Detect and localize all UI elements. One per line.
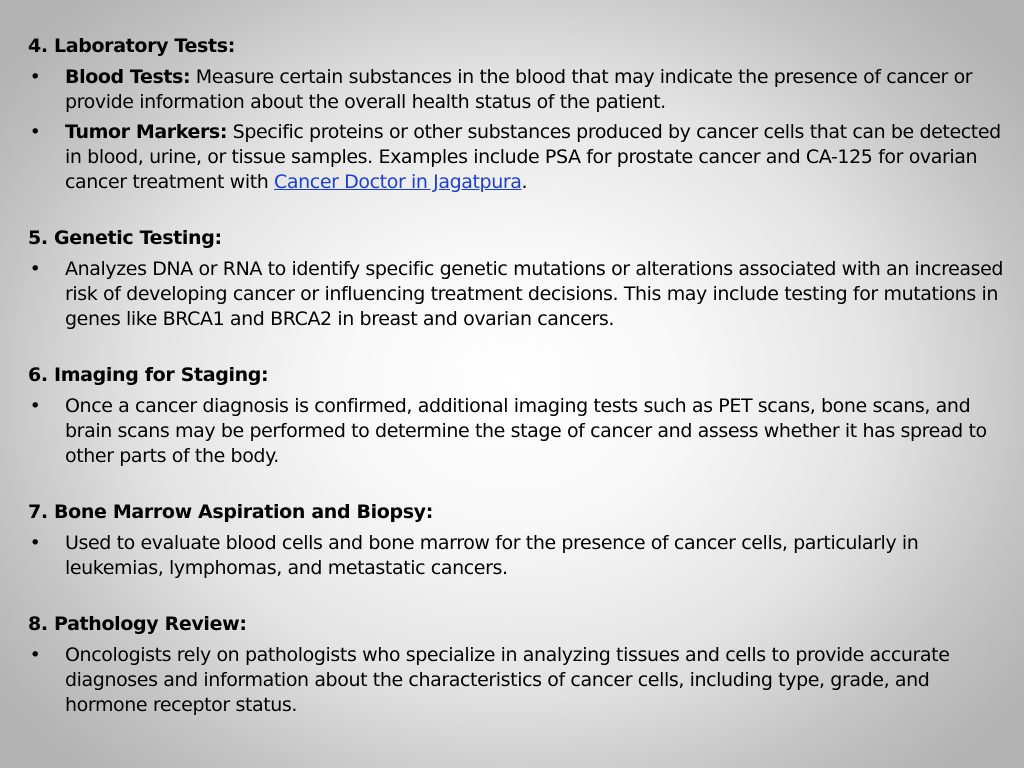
bullet-text: Once a cancer diagnosis is confirmed, additional imaging tests such as PET scans, bone scans, and brain scans may be performed to determine the stage of cancer and assess whether it has spread to other parts of the body. bbox=[65, 395, 987, 467]
section-pathology-review bbox=[28, 612, 1010, 718]
section-genetic-testing bbox=[28, 226, 1010, 332]
section-heading: 8. Pathology Review: bbox=[28, 613, 247, 635]
bullet-item bbox=[28, 531, 1010, 581]
bullet-term: Tumor Markers: bbox=[65, 121, 228, 143]
bullet-icon: • bbox=[29, 644, 41, 666]
cancer-doctor-link[interactable]: Cancer Doctor in Jagatpura bbox=[274, 171, 522, 193]
bullet-list bbox=[28, 643, 1010, 718]
bullet-item bbox=[28, 643, 1010, 718]
section-bone-marrow bbox=[28, 500, 1010, 581]
bullet-text: Measure certain substances in the blood that may indicate the presence of cancer or provide information about the overall health status of the patient. bbox=[65, 66, 973, 113]
bullet-text: Specific proteins or other substances produced by cancer cells that can be detected in blood, urine, or tissue samples. Examples include PSA for prostate cancer and CA-125 for ovarian cancer treatment with bbox=[65, 121, 1001, 193]
bullet-text: Oncologists rely on pathologists who specialize in analyzing tissues and cells to provide accurate diagnoses and information about the characteristics of cancer cells, including type, grade, and hormone receptor status. bbox=[65, 644, 950, 716]
bullet-text: Used to evaluate blood cells and bone marrow for the presence of cancer cells, particularly in leukemias, lymphomas, and metastatic cancers. bbox=[65, 532, 919, 579]
bullet-item-blood-tests bbox=[28, 65, 1010, 115]
bullet-icon: • bbox=[29, 121, 41, 143]
bullet-item bbox=[28, 257, 1010, 332]
bullet-list bbox=[28, 257, 1010, 332]
bullet-icon: • bbox=[29, 395, 41, 417]
bullet-icon: • bbox=[29, 532, 41, 554]
bullet-item bbox=[28, 394, 1010, 469]
bullet-list bbox=[28, 531, 1010, 581]
section-laboratory-tests bbox=[28, 34, 1010, 195]
bullet-term: Blood Tests: bbox=[65, 66, 191, 88]
section-heading: 6. Imaging for Staging: bbox=[28, 364, 269, 386]
section-heading: 7. Bone Marrow Aspiration and Biopsy: bbox=[28, 501, 433, 523]
bullet-list bbox=[28, 65, 1010, 195]
bullet-text-end: . bbox=[521, 171, 528, 193]
bullet-icon: • bbox=[29, 258, 41, 280]
bullet-icon: • bbox=[29, 66, 41, 88]
section-imaging-for-staging bbox=[28, 363, 1010, 469]
section-heading: 4. Laboratory Tests: bbox=[28, 35, 235, 57]
bullet-text: Analyzes DNA or RNA to identify specific genetic mutations or alterations associated with an increased risk of developing cancer or influencing treatment decisions. This may include testing for mutations in genes like BRCA1 and BRCA2 in breast and ovarian cancers. bbox=[65, 258, 1004, 330]
bullet-list bbox=[28, 394, 1010, 469]
section-heading: 5. Genetic Testing: bbox=[28, 227, 222, 249]
bullet-item-tumor-markers bbox=[28, 120, 1010, 195]
